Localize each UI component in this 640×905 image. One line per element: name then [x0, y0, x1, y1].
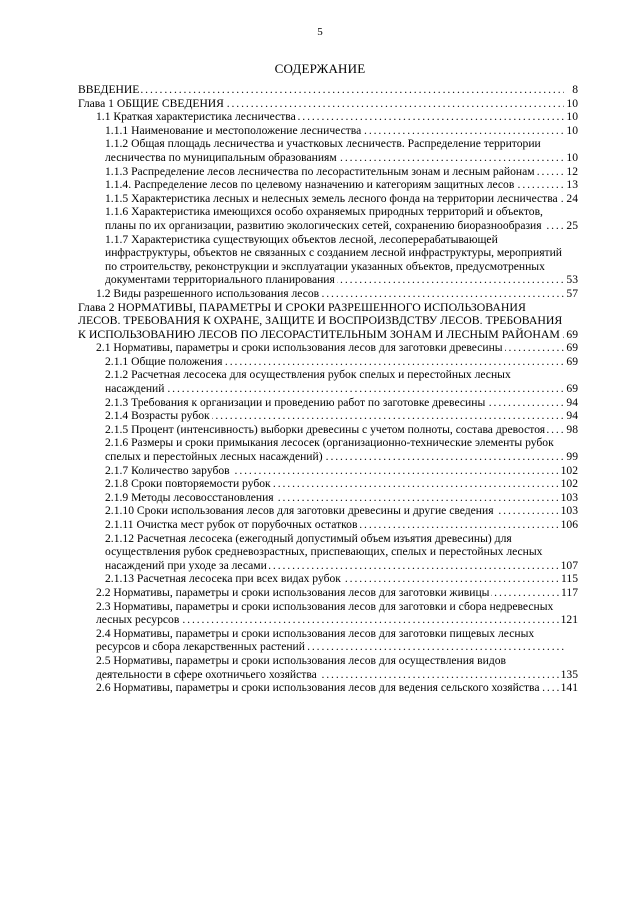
toc-entry-text-wrap: [96, 600, 559, 627]
toc-entry-title: 2.1.11 Очистка мест рубок от порубочных остатков: [105, 518, 358, 531]
toc-entry-page: 103: [560, 490, 578, 504]
toc-entry-text-wrap: [96, 341, 564, 355]
toc-entry-title: 1.1.3 Распределение лесов лесничества по лесорастительным зонам и лесным районам: [105, 164, 535, 178]
toc-entry-page: 99: [564, 450, 578, 464]
toc-entry-text-wrap: [105, 423, 564, 437]
toc-entry-page: 13: [564, 178, 578, 192]
toc-entry-page: 25: [564, 219, 578, 233]
toc-entry-page: 53: [564, 273, 578, 287]
toc-entry[interactable]: [78, 355, 578, 369]
toc-entry[interactable]: [78, 586, 578, 600]
toc-entry-text-wrap: [105, 518, 559, 532]
toc-entry-page: 107: [560, 558, 578, 572]
toc-entry-title: 1.1.2 Общая площадь лесничества и участковых лесничеств. Распределение территории лесничества по муниципальным образованиям: [105, 137, 541, 164]
toc-entry-title: 2.1.4 Возрасты рубок: [105, 409, 210, 423]
toc-entry-page: 69: [564, 382, 578, 396]
page-number: 5: [317, 26, 323, 38]
toc-entry[interactable]: [78, 627, 578, 654]
toc-entry-title: Глава 1 ОБЩИЕ СВЕДЕНИЯ: [78, 96, 224, 110]
toc-entry-title: Глава 2 НОРМАТИВЫ, ПАРАМЕТРЫ И СРОКИ РАЗРЕШЕННОГО ИСПОЛЬЗОВАНИЯ ЛЕСОВ. ТРЕБОВАНИЯ К ОХРАНЕ, ЗАЩИТЕ И ВОСПРОИЗВДСТВУ ЛЕСОВ. ТРЕБОВАНИЯ К ИСПОЛЬЗОВАНИЮ ЛЕСОВ ПО ЛЕСОРАСТИТЕЛЬНЫМ ЗОНАМ И ЛЕСНЫМ РАЙОНАМ: [78, 300, 563, 341]
toc-entry[interactable]: [78, 178, 578, 192]
toc-entry-text-wrap: [105, 572, 559, 586]
toc-entry[interactable]: [78, 233, 578, 287]
toc-entry[interactable]: [78, 137, 578, 164]
toc-entry-text-wrap: [105, 368, 564, 395]
toc-entry-title: 2.1.1 Общие положения: [105, 354, 223, 368]
toc-entry-text-wrap: [105, 532, 559, 573]
toc-entry[interactable]: [78, 165, 578, 179]
toc-entry-text-wrap: [105, 436, 564, 463]
toc-entry-title: 1.1.4. Распределение лесов по целевому назначению и категориям защитных лесов: [105, 178, 515, 192]
toc-entry-title: 2.1.2 Расчетная лесосека для осуществления рубок спелых и перестойных лесных насаждений: [105, 368, 511, 396]
toc-entry-title: 2.1.10 Сроки использования лесов для заготовки древесины и другие сведения: [105, 504, 494, 518]
toc-entry-page: 10: [564, 97, 578, 111]
toc-entry-page: 57: [564, 287, 578, 301]
toc-entry-text-wrap: [105, 137, 564, 164]
toc-entry-text-wrap: [78, 97, 564, 111]
toc-entry[interactable]: [78, 518, 578, 532]
toc-entry-title: 2.1.12 Расчетная лесосека (ежегодный допустимый объем изъятия древесины) для осуществления рубок средневозрастных, приспевающих, спелых и перестойных лесных насаждений при уходе за лесами: [105, 531, 543, 572]
toc-entry-text-wrap: [105, 464, 559, 478]
toc-entry-text-wrap: [96, 654, 559, 681]
toc-entry-title: 2.2 Нормативы, параметры и сроки использования лесов для заготовки живицы: [96, 585, 490, 599]
toc-entry[interactable]: [78, 504, 578, 518]
toc-entry[interactable]: [78, 477, 578, 491]
toc-entry-page: 8: [564, 83, 578, 97]
toc-entry-page: 69: [564, 355, 578, 369]
toc-entry[interactable]: [78, 110, 578, 124]
toc-entry-text-wrap: [105, 178, 564, 192]
toc-title: СОДЕРЖАНИЕ: [274, 61, 366, 76]
toc-entry[interactable]: [78, 423, 578, 437]
toc-entry-text-wrap: [105, 233, 564, 287]
toc-entry[interactable]: [78, 600, 578, 627]
toc-entry-title: 1.1.1 Наименование и местоположение лесничества: [105, 123, 362, 137]
toc-entry-text-wrap: [105, 165, 564, 179]
toc-entry-page: 10: [564, 151, 578, 165]
toc-entry[interactable]: [78, 681, 578, 695]
toc-entry-page: 115: [561, 572, 578, 586]
toc-entry[interactable]: [78, 572, 578, 586]
toc-entry-text-wrap: [78, 83, 564, 97]
toc-entry-title: 2.1.8 Сроки повторяемости рубок: [105, 477, 271, 491]
toc-entry-title: 2.4 Нормативы, параметры и сроки использования лесов для заготовки пищевых лесных ресурсов и сбора лекарственных растений: [96, 626, 535, 654]
toc-entry-text-wrap: [96, 586, 559, 600]
toc-entry[interactable]: [78, 83, 578, 97]
toc-entry-page: 10: [564, 124, 578, 138]
toc-entry[interactable]: [78, 124, 578, 138]
toc-entry-title: 2.1.3 Требования к организации и проведению работ по заготовке древесины: [105, 395, 486, 409]
toc-entry[interactable]: [78, 192, 578, 206]
toc-entry-title: 1.1.6 Характеристика имеющихся особо охраняемых природных территорий и объектов, планы по их организации, развитию экологических сетей, сохранению биоразнообразия: [105, 205, 543, 232]
toc-entry-text-wrap: [105, 409, 564, 423]
toc-entry-page: 94: [564, 396, 578, 410]
toc-entry[interactable]: [78, 97, 578, 111]
toc-entry-page: 135: [560, 667, 578, 681]
toc-entry-text-wrap: [105, 355, 564, 369]
toc-entry-text-wrap: [105, 396, 564, 410]
toc-entry[interactable]: [78, 287, 578, 301]
toc-entry-title: 2.1.13 Расчетная лесосека при всех видах рубок: [105, 572, 341, 586]
toc-entry-title: 2.1.6 Размеры и сроки примыкания лесосек (организационно-технические элементы рубок спелых и перестойных лесных насаждений): [105, 436, 554, 464]
toc-entry-page: 10: [564, 110, 578, 124]
toc-entry[interactable]: [78, 396, 578, 410]
toc-entry-text-wrap: [96, 110, 564, 124]
toc-entry[interactable]: [78, 464, 578, 478]
toc-entry[interactable]: [78, 436, 578, 463]
toc-entry[interactable]: [78, 205, 578, 232]
toc-entry-page: 106: [560, 518, 578, 531]
toc-entry[interactable]: [78, 301, 578, 342]
toc-entry-text-wrap: [105, 205, 564, 232]
toc-entry-page: 117: [561, 585, 578, 599]
toc-entry-title: 1.1.7 Характеристика существующих объектов лесной, лесоперерабатывающей инфраструктуры, объектов не связанных с созданием лесной инфраструктуры, мероприятий по строительству, реконструкции и эксплуатации указанных объектов, предусмотренных документами территориального планирования: [105, 232, 562, 287]
toc-entry-text-wrap: [105, 192, 564, 206]
toc-entry-text-wrap: [105, 504, 559, 518]
toc-entry[interactable]: [78, 341, 578, 355]
toc-entry-title: 2.1.7 Количество зарубов: [105, 463, 230, 477]
toc-entry-text-wrap: [96, 287, 564, 301]
toc-entry-title: 2.1 Нормативы, параметры и сроки использования лесов для заготовки древесины: [96, 341, 503, 355]
toc-entry-page: 102: [560, 477, 578, 491]
toc-entry-title: 2.3 Нормативы, параметры и сроки использования лесов для заготовки и сбора недревесных лесных ресурсов: [96, 599, 554, 627]
toc-entry-text-wrap: [105, 124, 564, 138]
toc-entry-text-wrap: [105, 491, 559, 505]
toc-entry[interactable]: [78, 368, 578, 395]
toc-entry-title: 2.5 Нормативы, параметры и сроки использования лесов для осуществления видов деятельности в сфере охотничьего хозяйства: [96, 653, 506, 681]
toc-entry-page: 69: [564, 328, 578, 342]
toc-entry-text-wrap: [78, 301, 564, 342]
toc-entry-page: 98: [564, 423, 578, 437]
toc-entry[interactable]: [78, 532, 578, 573]
toc-entry-title: 2.1.9 Методы лесовосстановления: [105, 490, 274, 504]
toc-entry-page: 141: [560, 681, 578, 695]
toc-entry-title: ВВЕДЕНИЕ: [78, 83, 140, 96]
toc-entry-page: 24: [564, 192, 578, 206]
table-of-contents: [78, 83, 578, 695]
toc-entry-title: 2.1.5 Процент (интенсивность) выборки древесины с учетом полноты, состава древостоя: [105, 422, 546, 436]
toc-entry-page: 121: [560, 613, 578, 627]
toc-entry[interactable]: [78, 491, 578, 505]
toc-entry-title: 1.1 Краткая характеристика лесничества: [96, 110, 296, 124]
toc-entry-page: 94: [564, 409, 578, 423]
toc-entry-page: 69: [564, 341, 578, 355]
toc-entry-page: 12: [564, 165, 578, 179]
toc-entry[interactable]: [78, 654, 578, 681]
toc-entry-title: 1.2 Виды разрешенного использования лесов: [96, 286, 320, 300]
toc-entry-text-wrap: [96, 681, 559, 695]
toc-entry[interactable]: [78, 409, 578, 423]
toc-entry-page: 102: [560, 463, 578, 477]
toc-entry-page: 103: [560, 504, 578, 518]
toc-entry-text-wrap: [96, 627, 564, 654]
toc-entry-title: 2.6 Нормативы, параметры и сроки использования лесов для ведения сельского хозяйства: [96, 681, 540, 695]
toc-entry-text-wrap: [105, 477, 559, 491]
toc-entry-title: 1.1.5 Характеристика лесных и нелесных земель лесного фонда на территории лесничества: [105, 191, 558, 205]
